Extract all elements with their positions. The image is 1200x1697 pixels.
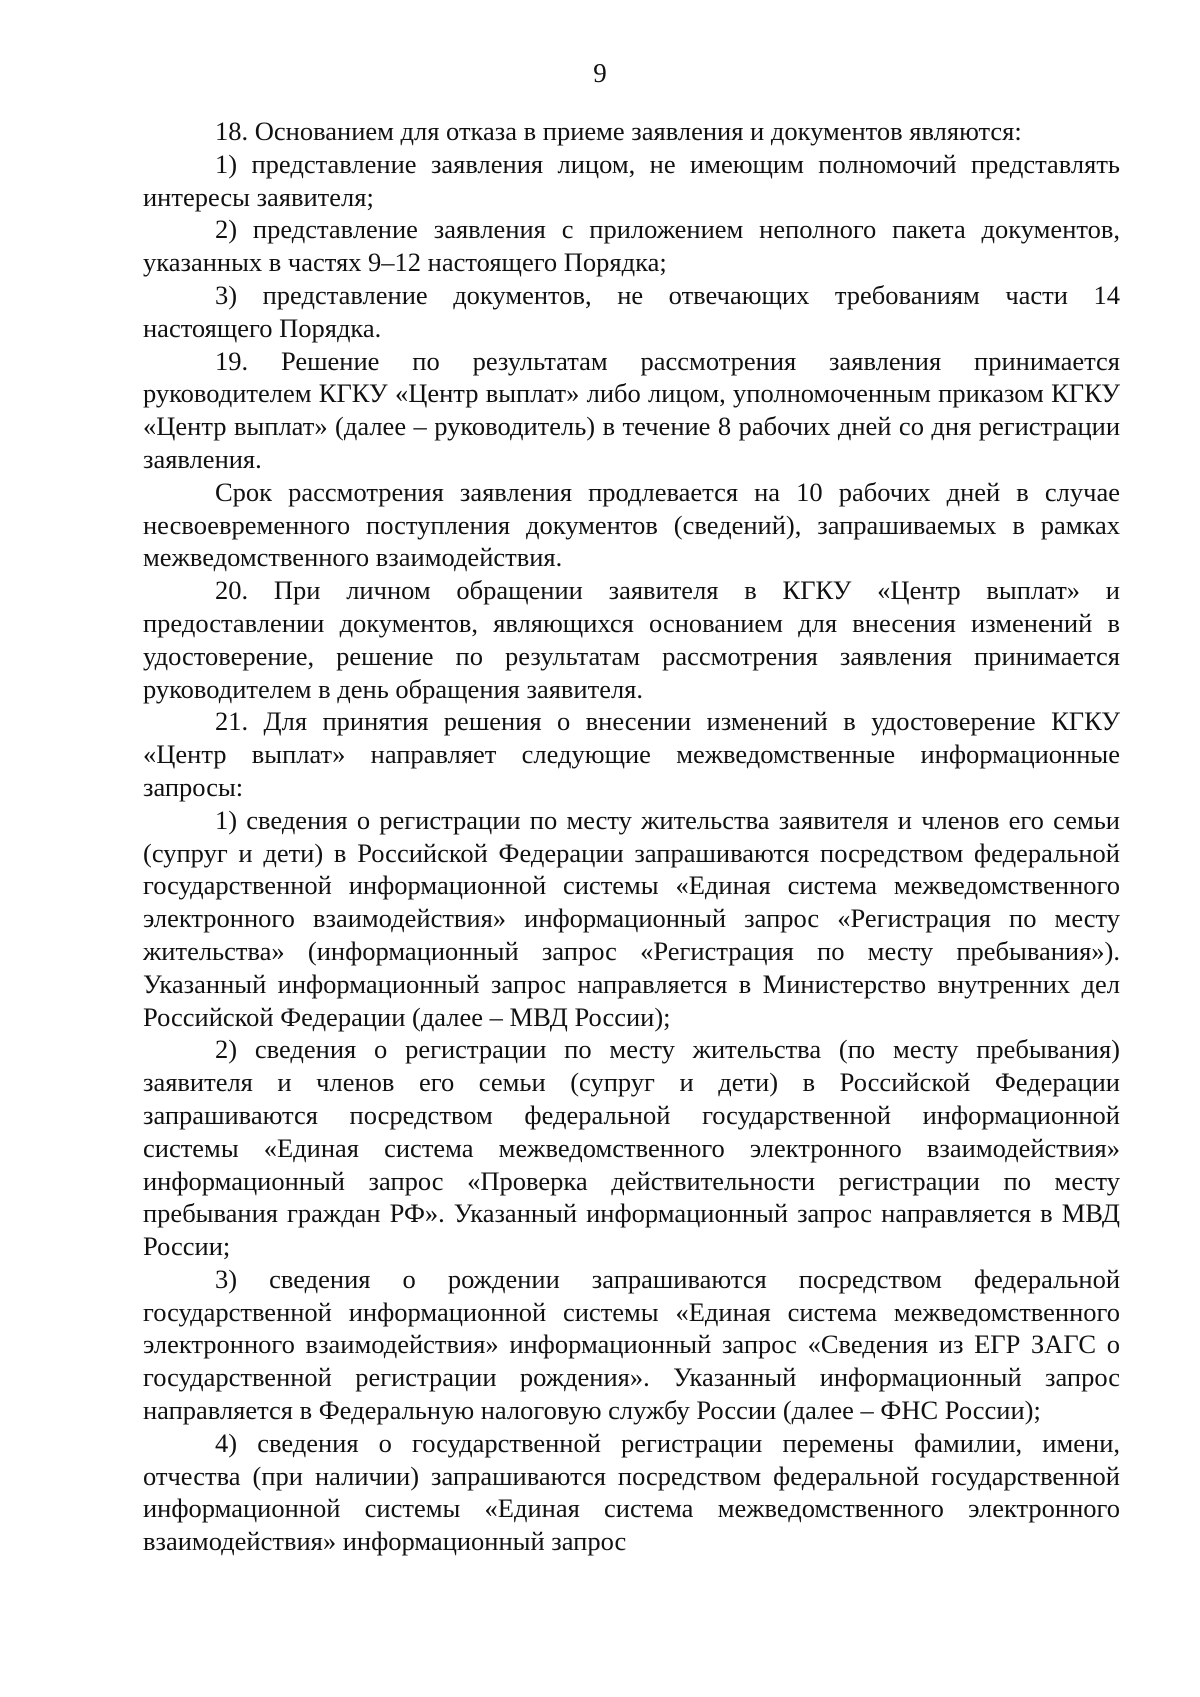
paragraph-21-item-4: 4) сведения о государственной регистрации перемены фамилии, имени, отчества (при наличии) запрашиваются посредством федеральной государственной информационной системы «Единая система межведомственного электронного взаимодействия» информационный запрос (143, 1427, 1120, 1557)
paragraph-21-item-3: 3) сведения о рождении запрашиваются посредством федеральной государственной информационной системы «Единая система межведомственного электронного взаимодействия» информационный запрос «Сведения из ЕГР ЗАГС о государственной регистрации рождения». Указанный информационный запрос направляется в Федеральную налоговую службу России (далее – ФНС России); (143, 1263, 1120, 1426)
paragraph-20: 20. При личном обращении заявителя в КГКУ «Центр выплат» и предоставлении документов, являющихся основанием для внесения изменений в удостоверение, решение по результатам рассмотрения заявления принимается руководителем в день обращения заявителя. (143, 575, 1120, 704)
paragraph-18: 18. Основанием для отказа в приеме заявления и документов являются: (215, 116, 1022, 146)
page-number: 9 (593, 58, 607, 88)
document-body (143, 115, 1120, 1558)
paragraph-18-item-2: 2) представление заявления с приложением неполного пакета документов, указанных в частях 9–12 настоящего Порядка; (143, 214, 1120, 278)
paragraph-21: 21. Для принятия решения о внесении изменений в удостоверение КГКУ «Центр выплат» направляет следующие межведомственные информационные запросы: (143, 706, 1120, 802)
paragraph-19: 19. Решение по результатам рассмотрения заявления принимается руководителем КГКУ «Центр выплат» либо лицом, уполномоченным приказом КГКУ «Центр выплат» (далее – руководитель) в течение 8 рабочих дней со дня регистрации заявления. (143, 345, 1120, 474)
paragraph-18-item-3: 3) представление документов, не отвечающих требованиям части 14 настоящего Порядка. (143, 279, 1120, 343)
paragraph-19-extension: Срок рассмотрения заявления продлевается на 10 рабочих дней в случае несвоевременного поступления документов (сведений), запрашиваемых в рамках межведомственного взаимодействия. (143, 476, 1120, 573)
paragraph-21-item-1: 1) сведения о регистрации по месту жительства заявителя и членов его семьи (супруг и дети) в Российской Федерации запрашиваются посредством федеральной государственной информационной системы «Единая система межведомственного электронного взаимодействия» информационный запрос «Регистрация по месту жительства» (информационный запрос «Регистрация по месту пребывания»). Указанный информационный запрос направляется в Министерство внутренних дел Российской Федерации (далее – МВД России); (143, 804, 1120, 1032)
paragraph-18-item-1: 1) представление заявления лицом, не имеющим полномочий представлять интересы заявителя; (143, 148, 1120, 212)
paragraph-21-item-2: 2) сведения о регистрации по месту жительства (по месту пребывания) заявителя и членов его семьи (супруг и дети) в Российской Федерации запрашиваются посредством федеральной государственной информационной системы «Единая система межведомственного электронного взаимодействия» информационный запрос «Проверка действительности регистрации по месту пребывания граждан РФ». Указанный информационный запрос направляется в МВД России; (143, 1034, 1120, 1262)
